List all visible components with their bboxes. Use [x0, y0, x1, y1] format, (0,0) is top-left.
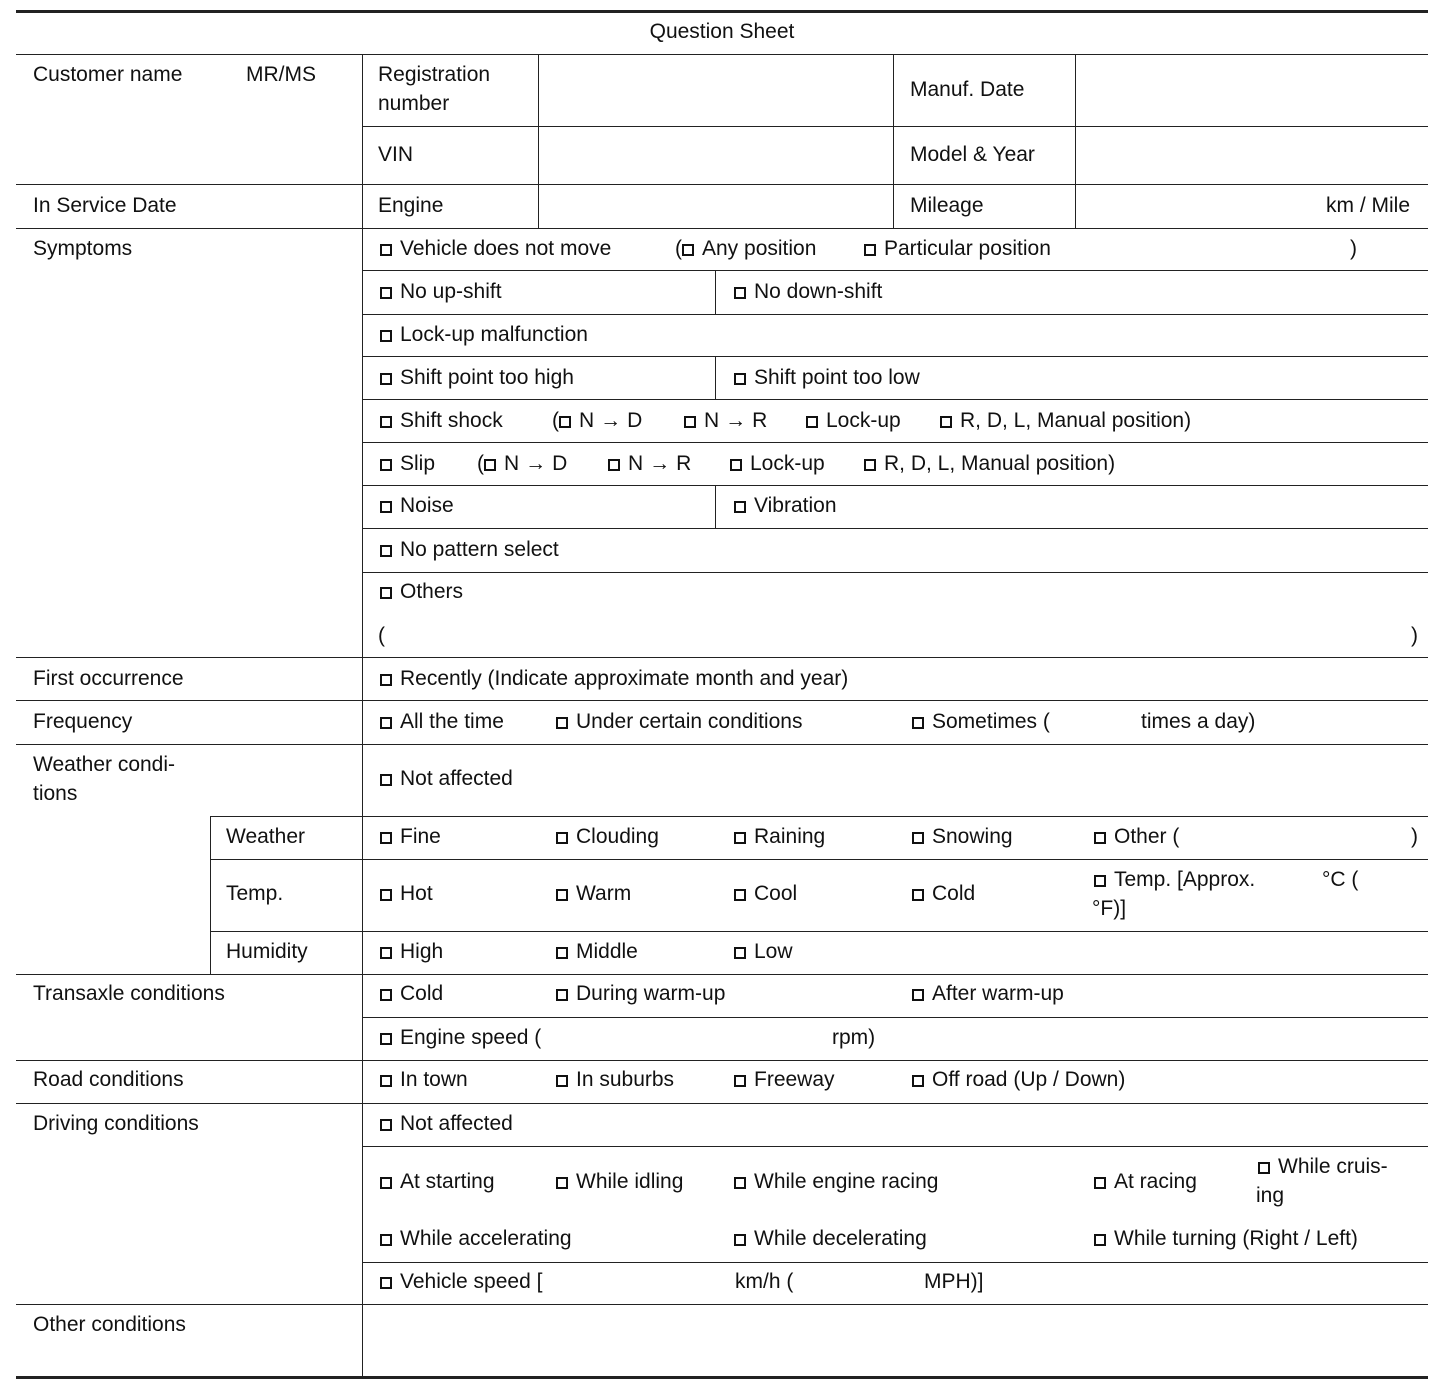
- symptoms-label: Symptoms: [33, 237, 133, 260]
- warmup-option[interactable]: During warm-up: [556, 979, 725, 1008]
- arrow-icon: →: [649, 452, 671, 475]
- shift-point-low-option[interactable]: Shift point too low: [734, 363, 920, 392]
- others-open-paren: (: [378, 624, 385, 647]
- rule: [16, 1304, 1428, 1305]
- checkbox[interactable]: [940, 416, 952, 428]
- frequency-label: Frequency: [33, 710, 133, 733]
- shift-shock-option[interactable]: Shift shock: [380, 406, 503, 435]
- column-rule: [715, 270, 716, 314]
- checkbox[interactable]: [1094, 875, 1106, 887]
- rule: [362, 1262, 1428, 1263]
- checkbox[interactable]: [1094, 1177, 1106, 1189]
- checkbox[interactable]: [734, 1177, 746, 1189]
- shift-point-high-option[interactable]: Shift point too high: [380, 363, 574, 392]
- rule: [16, 744, 1428, 745]
- manuf-date-label: Manuf. Date: [910, 78, 1025, 101]
- checkbox[interactable]: [380, 889, 392, 901]
- checkbox[interactable]: [864, 459, 876, 471]
- vehicle-speed-option[interactable]: Vehicle speed [: [380, 1267, 542, 1296]
- any-position-option[interactable]: ( Any position: [675, 237, 817, 260]
- mileage-unit: km / Mile: [1326, 194, 1410, 217]
- rule: [362, 1017, 1428, 1018]
- road-conditions-label: Road conditions: [33, 1068, 184, 1091]
- checkbox[interactable]: [608, 459, 620, 471]
- checkbox[interactable]: [556, 889, 568, 901]
- rule: [16, 1060, 1428, 1061]
- no-pattern-option[interactable]: No pattern select: [380, 535, 559, 564]
- checkbox[interactable]: [380, 459, 392, 471]
- checkbox[interactable]: [380, 989, 392, 1001]
- freeway-option[interactable]: Freeway: [734, 1065, 835, 1094]
- particular-position-option[interactable]: Particular position: [864, 234, 1051, 263]
- column-rule: [538, 54, 539, 228]
- fine-option[interactable]: Fine: [380, 822, 441, 851]
- after-warmup-option[interactable]: After warm-up: [912, 979, 1064, 1008]
- checkbox[interactable]: [380, 1177, 392, 1189]
- rule: [362, 572, 1428, 573]
- raining-option[interactable]: Raining: [734, 822, 825, 851]
- rule: [210, 859, 1428, 860]
- lockup-malfunction-option[interactable]: Lock-up malfunction: [380, 320, 588, 349]
- humidity-high-option[interactable]: High: [380, 937, 443, 966]
- arrow-icon: →: [725, 409, 747, 432]
- rule: [16, 228, 1428, 229]
- checkbox[interactable]: [912, 832, 924, 844]
- snowing-option[interactable]: Snowing: [912, 822, 1013, 851]
- rule: [362, 528, 1428, 529]
- checkbox[interactable]: [556, 1075, 568, 1087]
- off-road-option[interactable]: Off road (Up / Down): [912, 1065, 1125, 1094]
- no-downshift-option[interactable]: No down-shift: [734, 277, 882, 306]
- cold-option[interactable]: Cold: [912, 879, 975, 908]
- checkbox[interactable]: [380, 545, 392, 557]
- checkbox[interactable]: [380, 774, 392, 786]
- checkbox[interactable]: [380, 1234, 392, 1246]
- rule: [362, 270, 1428, 271]
- certain-conditions-option[interactable]: Under certain conditions: [556, 707, 802, 736]
- column-rule: [1075, 54, 1076, 228]
- checkbox[interactable]: [380, 1277, 392, 1289]
- temp-sublabel: Temp.: [226, 882, 284, 905]
- checkbox[interactable]: [556, 1177, 568, 1189]
- mr-ms-label: MR/MS: [246, 63, 316, 86]
- checkbox[interactable]: [912, 1075, 924, 1087]
- engine-speed-option[interactable]: Engine speed (: [380, 1023, 541, 1052]
- in-town-option[interactable]: In town: [380, 1065, 468, 1094]
- column-rule: [210, 816, 211, 974]
- checkbox[interactable]: [684, 416, 696, 428]
- transaxle-cold-option[interactable]: Cold: [380, 979, 443, 1008]
- checkbox[interactable]: [734, 1234, 746, 1246]
- column-rule: [715, 485, 716, 528]
- arrow-icon: →: [600, 409, 622, 432]
- vibration-option[interactable]: Vibration: [734, 491, 837, 520]
- checkbox[interactable]: [380, 832, 392, 844]
- shift-shock-n-r-option[interactable]: N → R: [684, 406, 767, 435]
- while-idling-option[interactable]: While idling: [556, 1167, 683, 1196]
- all-the-time-option[interactable]: All the time: [380, 707, 504, 736]
- checkbox[interactable]: [734, 889, 746, 901]
- temp-approx-option[interactable]: Temp. [Approx.: [1094, 865, 1255, 894]
- times-a-day-label: times a day): [1141, 710, 1256, 733]
- checkbox[interactable]: [734, 373, 746, 385]
- checkbox[interactable]: [559, 416, 571, 428]
- column-rule: [715, 356, 716, 399]
- rule: [362, 485, 1428, 486]
- slip-option[interactable]: Slip: [380, 449, 435, 478]
- rule: [362, 356, 1428, 357]
- weather-sublabel: Weather: [226, 825, 305, 848]
- rule: [16, 700, 1428, 701]
- checkbox[interactable]: [912, 989, 924, 1001]
- checkbox[interactable]: [912, 889, 924, 901]
- checkbox[interactable]: [1258, 1162, 1270, 1174]
- driving-not-affected-option[interactable]: Not affected: [380, 1109, 513, 1138]
- in-suburbs-option[interactable]: In suburbs: [556, 1065, 674, 1094]
- rule: [16, 184, 1428, 185]
- checkbox[interactable]: [912, 717, 924, 729]
- checkbox[interactable]: [556, 717, 568, 729]
- checkbox[interactable]: [380, 416, 392, 428]
- customer-name-label: Customer name: [33, 63, 183, 86]
- rule: [16, 974, 1428, 975]
- checkbox[interactable]: [380, 244, 392, 256]
- rule: [16, 657, 1428, 658]
- other-conditions-label: Other conditions: [33, 1313, 186, 1336]
- clouding-option[interactable]: Clouding: [556, 822, 659, 851]
- rule: [210, 816, 1428, 817]
- no-upshift-option[interactable]: No up-shift: [380, 277, 502, 306]
- rule: [16, 1103, 1428, 1104]
- kmh-label: km/h (: [735, 1270, 794, 1293]
- weather-conditions-label-line1: Weather condi-: [33, 753, 176, 776]
- deg-f-label: °F)]: [1092, 897, 1127, 920]
- in-service-date-label: In Service Date: [33, 194, 177, 217]
- checkbox[interactable]: [806, 416, 818, 428]
- checkbox[interactable]: [380, 1075, 392, 1087]
- registration-label-line1: Registration: [378, 63, 491, 86]
- warm-option[interactable]: Warm: [556, 879, 631, 908]
- checkbox[interactable]: [734, 501, 746, 513]
- checkbox[interactable]: [380, 717, 392, 729]
- other-weather-option[interactable]: Other (: [1094, 822, 1179, 851]
- top-border: [16, 10, 1428, 13]
- checkbox[interactable]: [380, 330, 392, 342]
- hot-option[interactable]: Hot: [380, 879, 433, 908]
- registration-label-line2: number: [378, 92, 450, 115]
- checkbox[interactable]: [734, 1075, 746, 1087]
- humidity-middle-option[interactable]: Middle: [556, 937, 638, 966]
- decelerating-option[interactable]: While decelerating: [734, 1224, 927, 1253]
- other-close-paren: ): [1411, 825, 1418, 848]
- mph-label: MPH)]: [924, 1270, 984, 1293]
- rpm-label: rpm): [832, 1026, 876, 1049]
- slip-n-r-option[interactable]: N → R: [608, 449, 691, 478]
- weather-not-affected-option[interactable]: Not affected: [380, 764, 513, 793]
- others-close-paren: ): [1411, 624, 1418, 647]
- checkbox[interactable]: [1094, 1234, 1106, 1246]
- column-rule: [362, 54, 363, 1376]
- checkbox[interactable]: [864, 244, 876, 256]
- while-cruising-line2: ing: [1256, 1184, 1285, 1207]
- bottom-border: [16, 1376, 1428, 1379]
- rule: [362, 1146, 1428, 1147]
- humidity-low-option[interactable]: Low: [734, 937, 793, 966]
- while-cruising-option[interactable]: While cruis-: [1258, 1152, 1388, 1181]
- slip-lockup-option[interactable]: Lock-up: [730, 449, 825, 478]
- deg-c-label: °C (: [1322, 868, 1359, 891]
- checkbox[interactable]: [734, 287, 746, 299]
- engine-racing-option[interactable]: While engine racing: [734, 1167, 938, 1196]
- driving-conditions-label: Driving conditions: [33, 1112, 199, 1135]
- checkbox[interactable]: [380, 1033, 392, 1045]
- first-occurrence-label: First occurrence: [33, 667, 184, 690]
- rule: [210, 931, 1428, 932]
- checkbox[interactable]: [380, 587, 392, 599]
- vin-label: VIN: [378, 143, 414, 166]
- at-racing-option[interactable]: At racing: [1094, 1167, 1197, 1196]
- checkbox[interactable]: [734, 947, 746, 959]
- checkbox[interactable]: [380, 287, 392, 299]
- recently-option[interactable]: Recently (Indicate approximate month and year): [380, 664, 848, 693]
- others-option[interactable]: Others: [380, 577, 463, 606]
- checkbox[interactable]: [380, 501, 392, 513]
- checkbox[interactable]: [734, 832, 746, 844]
- checkbox[interactable]: [730, 459, 742, 471]
- at-starting-option[interactable]: At starting: [380, 1167, 495, 1196]
- vehicle-not-move-option[interactable]: Vehicle does not move: [380, 234, 611, 263]
- model-year-label: Model & Year: [910, 143, 1035, 166]
- checkbox[interactable]: [380, 947, 392, 959]
- checkbox[interactable]: [380, 373, 392, 385]
- checkbox[interactable]: [556, 832, 568, 844]
- rule: [362, 314, 1428, 315]
- page-title: Question Sheet: [649, 20, 795, 43]
- arrow-icon: →: [525, 452, 547, 475]
- weather-conditions-label-line2: tions: [33, 782, 78, 805]
- close-paren: ): [1350, 237, 1357, 260]
- rule: [362, 442, 1428, 443]
- cool-option[interactable]: Cool: [734, 879, 797, 908]
- checkbox[interactable]: [380, 1119, 392, 1131]
- engine-label: Engine: [378, 194, 444, 217]
- rule: [362, 399, 1428, 400]
- column-rule: [893, 54, 894, 228]
- humidity-sublabel: Humidity: [226, 940, 308, 963]
- shift-shock-n-d-option[interactable]: ( N → D: [552, 409, 643, 432]
- turning-option[interactable]: While turning (Right / Left): [1094, 1224, 1358, 1253]
- rule: [362, 126, 1428, 127]
- shift-shock-manual-option[interactable]: R, D, L, Manual position): [940, 406, 1191, 435]
- slip-manual-option[interactable]: R, D, L, Manual position): [864, 449, 1115, 478]
- checkbox[interactable]: [1094, 832, 1106, 844]
- accelerating-option[interactable]: While accelerating: [380, 1224, 572, 1253]
- checkbox[interactable]: [380, 674, 392, 686]
- noise-option[interactable]: Noise: [380, 491, 454, 520]
- transaxle-label: Transaxle conditions: [33, 982, 225, 1005]
- mileage-label: Mileage: [910, 194, 984, 217]
- checkbox[interactable]: [556, 947, 568, 959]
- sometimes-option[interactable]: Sometimes (: [912, 707, 1050, 736]
- checkbox[interactable]: [484, 459, 496, 471]
- rule: [16, 54, 1428, 55]
- checkbox[interactable]: [556, 989, 568, 1001]
- slip-n-d-option[interactable]: ( N → D: [477, 452, 568, 475]
- checkbox[interactable]: [682, 244, 694, 256]
- shift-shock-lockup-option[interactable]: Lock-up: [806, 406, 901, 435]
